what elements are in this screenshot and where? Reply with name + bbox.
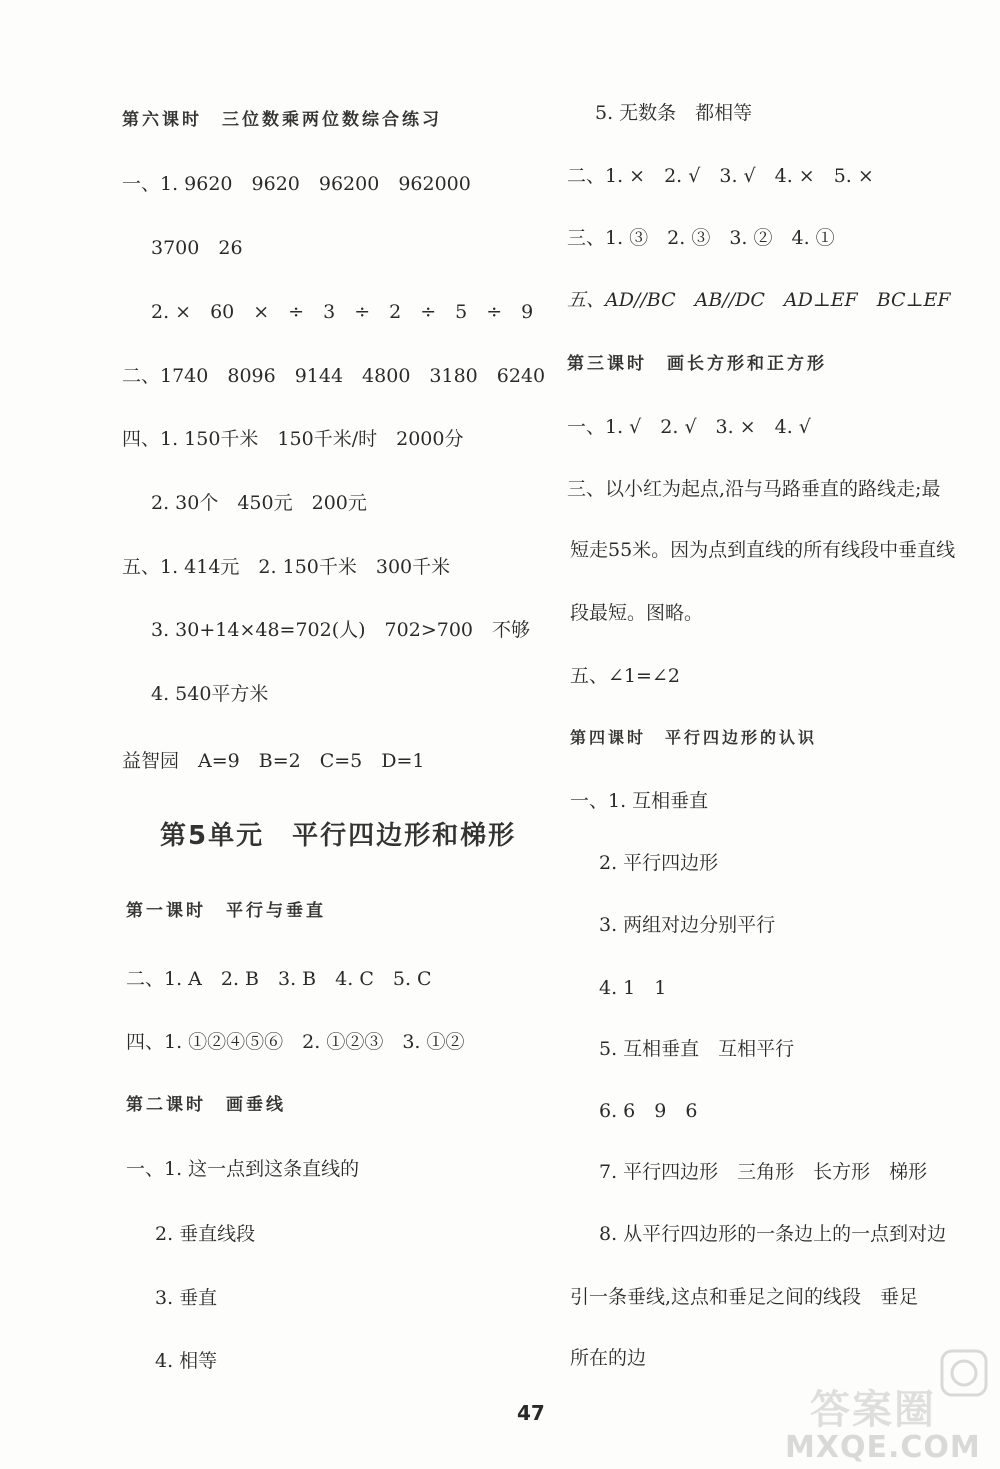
answer-line: 二、1. × 2. √ 3. √ 4. × 5. × <box>567 165 874 187</box>
answer-line: 5. 无数条 都相等 <box>595 102 753 124</box>
lesson4-title: 第四课时 平行四边形的认识 <box>570 728 818 747</box>
watermark-url: MXQE.COM <box>785 1430 981 1465</box>
answer-line: 二、1. A 2. B 3. B 4. C 5. C <box>126 968 432 990</box>
answer-line: 6. 6 9 6 <box>599 1100 698 1122</box>
answer-line: 一、1. √ 2. √ 3. × 4. √ <box>567 416 811 438</box>
lesson3-title: 第三课时 画长方形和正方形 <box>567 354 827 374</box>
lesson6-title: 第六课时 三位数乘两位数综合练习 <box>122 110 442 130</box>
answer-line: 一、1. 9620 9620 96200 962000 <box>122 173 471 195</box>
watermark-logo-text: 答案圈 <box>810 1387 936 1433</box>
answer-line: 4. 1 1 <box>599 977 667 999</box>
lesson1-title: 第一课时 平行与垂直 <box>126 901 326 921</box>
answer-line: 段最短。图略。 <box>570 602 704 624</box>
answer-line: 二、1740 8096 9144 4800 3180 6240 <box>122 365 546 387</box>
answer-line: 短走55米。因为点到直线的所有线段中垂直线 <box>570 539 956 561</box>
answer-line: 3700 26 <box>151 237 243 259</box>
answer-line: 2. × 60 × ÷ 3 ÷ 2 ÷ 5 ÷ 9 <box>151 301 534 323</box>
answer-line: 引一条垂线,这点和垂足之间的线段 垂足 <box>570 1286 919 1308</box>
answer-line: 五、∠1=∠2 <box>570 665 680 687</box>
answer-line: 3. 两组对边分别平行 <box>599 914 776 936</box>
answer-line: 五、1. 414元 2. 150千米 300千米 <box>122 556 451 578</box>
answer-line: 4. 540平方米 <box>151 683 269 705</box>
answer-line: 7. 平行四边形 三角形 长方形 梯形 <box>599 1161 928 1183</box>
page-number: 47 <box>517 1401 545 1425</box>
answer-line: 一、1. 互相垂直 <box>570 790 709 812</box>
answer-line: 3. 30+14×48=702(人) 702>700 不够 <box>151 619 530 641</box>
answer-line: 2. 30个 450元 200元 <box>151 492 367 514</box>
answer-line: 三、以小红为起点,沿与马路垂直的路线走;最 <box>567 478 941 500</box>
lesson2-title: 第二课时 画垂线 <box>126 1095 286 1115</box>
answer-line: 一、1. 这一点到这条直线的 <box>126 1158 360 1180</box>
unit5-title: 第5单元 平行四边形和梯形 <box>160 821 517 851</box>
yizhi-answer: 益智园 A=9 B=2 C=5 D=1 <box>122 750 425 772</box>
answer-line: 8. 从平行四边形的一条边上的一点到对边 <box>599 1223 947 1245</box>
answer-line: 4. 相等 <box>155 1350 218 1372</box>
answer-line: 3. 垂直 <box>155 1287 218 1309</box>
answer-line: 五、AD//BC AB//DC AD⊥EF BC⊥EF <box>567 289 951 311</box>
answer-line: 2. 垂直线段 <box>155 1223 256 1245</box>
answer-line: 所在的边 <box>570 1347 647 1369</box>
answer-line: 三、1. ③ 2. ③ 3. ② 4. ① <box>567 227 835 249</box>
answer-line: 四、1. ①②④⑤⑥ 2. ①②③ 3. ①② <box>126 1031 465 1053</box>
answer-line: 5. 互相垂直 互相平行 <box>599 1038 795 1060</box>
answer-line: 2. 平行四边形 <box>599 852 719 874</box>
answer-line: 四、1. 150千米 150千米/时 2000分 <box>122 428 464 450</box>
